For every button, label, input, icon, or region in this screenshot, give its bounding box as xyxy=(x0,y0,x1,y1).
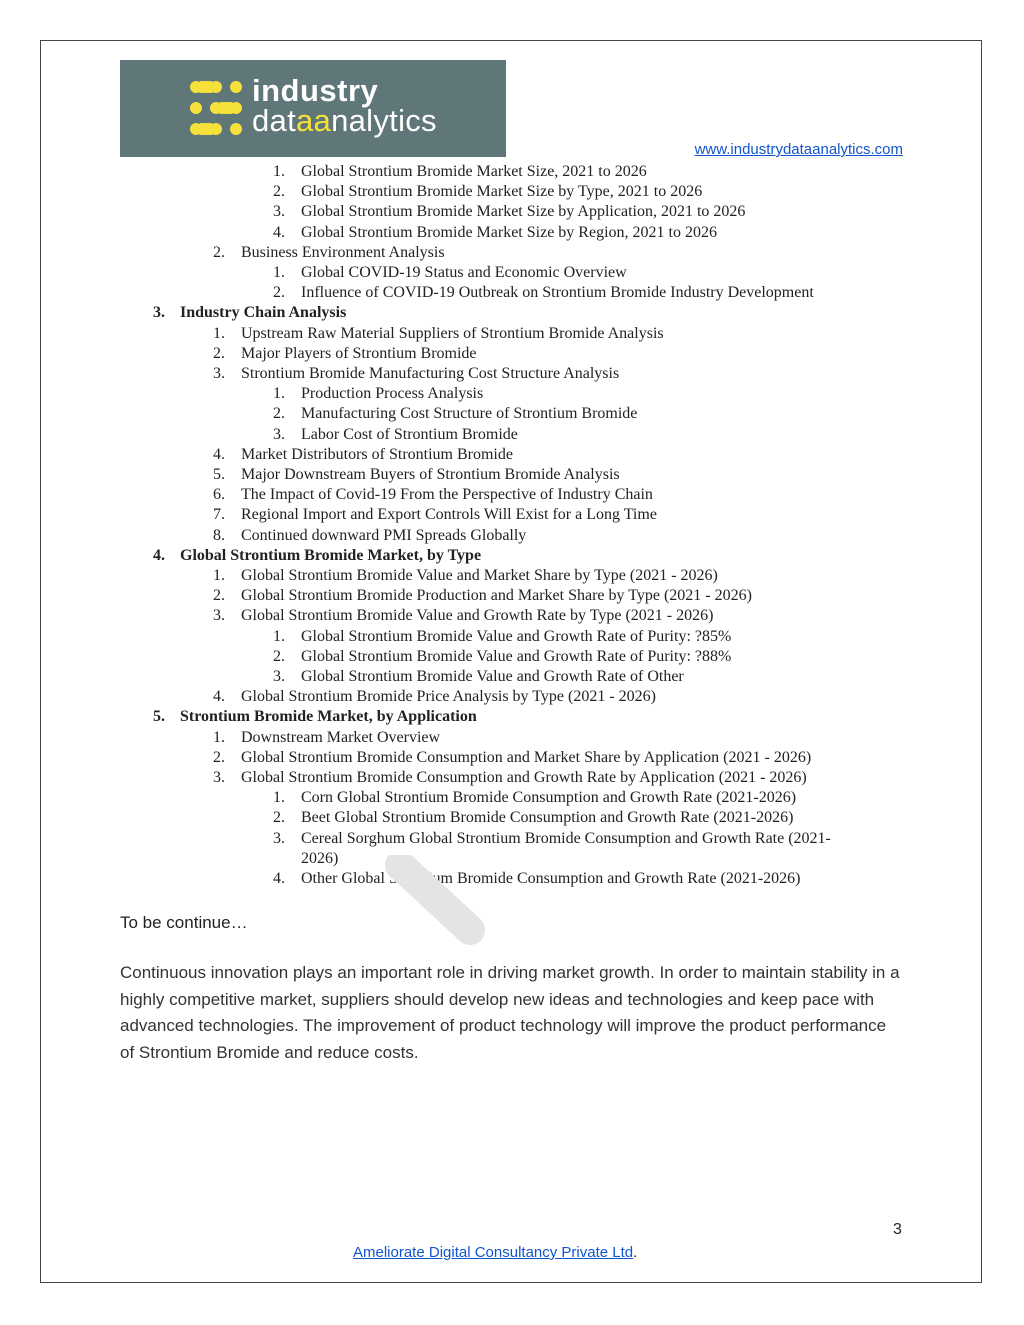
toc-item-text: Global Strontium Bromide Market Size by Type, 2021 to 2026 xyxy=(301,183,703,201)
toc-item-number: 5. xyxy=(213,466,225,483)
toc-item-text: Global Strontium Bromide Consumption and Market Share by Application (2021 - 2026) xyxy=(241,748,812,766)
toc-item-text: Global Strontium Bromide Consumption and Growth Rate by Application (2021 - 2026) xyxy=(241,769,807,786)
toc-item-number: 4. xyxy=(153,546,165,564)
page-number: 3 xyxy=(893,1221,902,1238)
to-be-continued-label: To be continue… xyxy=(120,913,248,932)
toc-item-text: Regional Import and Export Controls Will Exist for a Long Time xyxy=(241,506,657,524)
toc-item-text: Other Global Strontium Bromide Consumption and Growth Rate (2021-2026) xyxy=(301,870,801,887)
toc-item-number: 3. xyxy=(213,769,225,786)
toc-item-number: 1. xyxy=(213,324,225,342)
toc-item-text: Global COVID-19 Status and Economic Overview xyxy=(301,264,627,281)
toc-item-text: Global Strontium Bromide Market Size, 2021 to 2026 xyxy=(301,163,647,180)
toc-item-text: Downstream Market Overview xyxy=(241,728,441,746)
toc-item-number: 2. xyxy=(213,344,225,362)
logo-dots-icon xyxy=(188,79,246,137)
toc-item-number: 2. xyxy=(213,748,225,766)
logo-text-line2 xyxy=(252,104,437,138)
toc-item-text: Labor Cost of Strontium Bromide xyxy=(301,425,518,443)
toc-item-text: Strontium Bromide Manufacturing Cost Structure Analysis xyxy=(241,365,620,382)
toc-item-number: 5. xyxy=(153,708,165,726)
logo-text-part-b: aa xyxy=(296,103,332,138)
toc-item-text: Influence of COVID-19 Outbreak on Strontium Bromide Industry Development xyxy=(301,284,814,302)
logo-text-part-c: nalytics xyxy=(331,103,437,138)
toc-item-number: 2. xyxy=(273,809,285,827)
toc-item-text: Cereal Sorghum Global Strontium Bromide Consumption and Growth Rate (2021- xyxy=(301,829,831,847)
logo-text-part-a: dat xyxy=(252,103,296,138)
company-logo xyxy=(120,60,506,157)
toc-item-text: Global Strontium Bromide Value and Growth Rate of Purity: ?88% xyxy=(301,647,732,665)
toc-item-number: 3. xyxy=(213,607,225,625)
toc-item-number: 3. xyxy=(273,203,285,221)
company-link[interactable]: Ameliorate Digital Consultancy Private Ltd xyxy=(353,1244,634,1261)
toc-item-text: Industry Chain Analysis xyxy=(180,304,347,322)
toc-item-number: 1. xyxy=(273,264,285,281)
toc-item-number: 2. xyxy=(273,647,285,665)
toc-item-text: Production Process Analysis xyxy=(301,385,484,403)
toc-item-text: Global Strontium Bromide Market Size by Application, 2021 to 2026 xyxy=(301,203,746,221)
toc-item-text: Major Downstream Buyers of Strontium Bromide Analysis xyxy=(241,466,620,483)
toc-item-number: 6. xyxy=(213,486,225,504)
toc-item-number: 4. xyxy=(273,223,285,241)
toc-item-text: Upstream Raw Material Suppliers of Strontium Bromide Analysis xyxy=(241,324,664,342)
toc-item-text: Strontium Bromide Market, by Application xyxy=(180,708,477,726)
toc-item-number: 2. xyxy=(273,284,285,302)
toc-item-text: Business Environment Analysis xyxy=(241,243,445,261)
toc-item-number: 1. xyxy=(273,627,285,645)
watermark-shape xyxy=(380,855,490,955)
toc-item-number: 2. xyxy=(273,183,285,201)
toc-item-number: 4. xyxy=(213,445,225,463)
toc-item-text: Beet Global Strontium Bromide Consumption and Growth Rate (2021-2026) xyxy=(301,809,794,827)
toc-item-text: Corn Global Strontium Bromide Consumption and Growth Rate (2021-2026) xyxy=(301,789,797,807)
toc-item-text: Global Strontium Bromide Market Size by Region, 2021 to 2026 xyxy=(301,223,717,241)
logo-text-line1: industry xyxy=(252,73,379,108)
toc-item-text: The Impact of Covid-19 From the Perspective of Industry Chain xyxy=(241,486,653,504)
toc-item-number: 2. xyxy=(213,587,225,605)
toc-item-text: Global Strontium Bromide Value and Growth Rate of Purity: ?85% xyxy=(301,627,732,645)
toc-item-number: 3. xyxy=(273,829,285,847)
toc-item-number: 3. xyxy=(273,425,285,443)
footer-period: . xyxy=(633,1244,638,1261)
toc-item-number: 1. xyxy=(273,789,285,807)
body-paragraph: Continuous innovation plays an important role in driving market growth. In order to maintain stability in a highly competitive market, suppliers should develop new ideas and technologies and keep pace with advanced technologies. The improvement of product technology will improve the product performance of Strontium Bromide and reduce costs. xyxy=(120,963,900,1062)
footer xyxy=(353,1244,637,1261)
toc-item-number: 1. xyxy=(213,567,225,584)
toc-item-number: 3. xyxy=(213,365,225,382)
toc-item-text: Global Strontium Bromide Value and Market Share by Type (2021 - 2026) xyxy=(241,567,718,584)
toc-item-number: 1. xyxy=(213,728,225,746)
toc-item-text: Global Strontium Bromide Production and Market Share by Type (2021 - 2026) xyxy=(241,587,752,605)
toc-item-text: Continued downward PMI Spreads Globally xyxy=(241,526,527,544)
toc-item-number: 3. xyxy=(153,304,165,322)
toc-item-text: Global Strontium Bromide Market, by Type xyxy=(180,546,482,564)
toc-item-number: 1. xyxy=(273,163,285,180)
toc-item-text: 2026) xyxy=(301,849,339,867)
toc-item-text: Global Strontium Bromide Price Analysis by Type (2021 - 2026) xyxy=(241,688,656,706)
toc-item-text: Global Strontium Bromide Value and Growth Rate by Type (2021 - 2026) xyxy=(241,607,714,625)
toc-item-number: 8. xyxy=(213,526,225,544)
toc-item-text: Global Strontium Bromide Value and Growth Rate of Other xyxy=(301,668,684,685)
toc-item-number: 7. xyxy=(213,506,225,524)
toc-item-text: Manufacturing Cost Structure of Strontium Bromide xyxy=(301,405,638,423)
toc-item-number: 4. xyxy=(273,870,285,887)
toc-item-text: Market Distributors of Strontium Bromide xyxy=(241,445,513,463)
toc-item-number: 4. xyxy=(213,688,225,706)
toc-item-text: Major Players of Strontium Bromide xyxy=(241,344,477,362)
toc-item-number: 1. xyxy=(273,385,285,403)
website-link[interactable]: www.industrydataanalytics.com xyxy=(694,141,903,158)
toc-item-number: 2. xyxy=(273,405,285,423)
toc-item-number: 3. xyxy=(273,668,285,685)
toc-item-number: 2. xyxy=(213,243,225,261)
